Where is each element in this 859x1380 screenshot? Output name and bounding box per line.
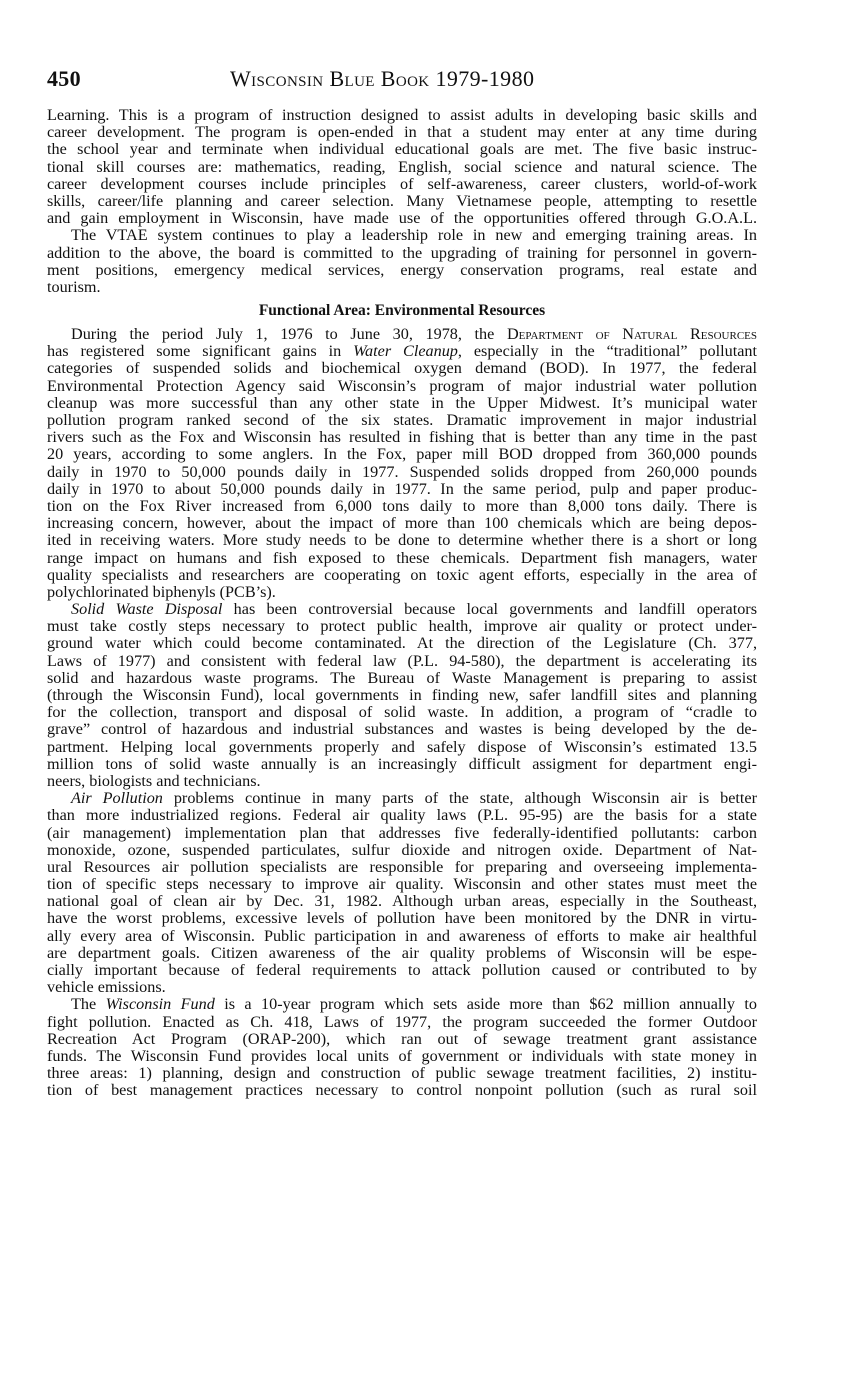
text-line: partment. Helping local governments properly and safely dispose of Wisconsin’s estimated 13.5: [47, 737, 757, 756]
text-run: is a 10-year program which sets aside more than $62 million annually to: [214, 995, 757, 1014]
text-line: 20 years, according to some anglers. In the Fox, paper mill BOD dropped from 360,000 pounds: [47, 445, 757, 464]
text-line: daily in 1970 to about 50,000 pounds daily in 1977. In the same period, pulp and paper produc-: [47, 479, 757, 498]
text-line: are department goals. Citizen awareness of the air quality problems of Wisconsin will be espe-: [47, 943, 757, 962]
paragraph-goal-program: [47, 107, 757, 227]
text-line: addition to the above, the board is committed to the upgrading of training for personnel in govern-: [47, 243, 757, 262]
text-line: [47, 326, 757, 343]
text-line: ural Resources air pollution specialists are responsible for preparing and overseeing implementa-: [47, 857, 757, 876]
text-line: [47, 343, 757, 360]
text-line: neers, biologists and technicians.: [47, 771, 261, 790]
text-line: ited in receiving waters. More study needs to be done to determine whether there is a short or long: [47, 531, 757, 550]
text-line: daily in 1970 to 50,000 pounds daily in 1977. Suspended solids dropped from 260,000 pounds: [47, 462, 757, 481]
text-line: (through the Wisconsin Fund), local governments in finding new, safer landfill sites and planning: [47, 686, 757, 704]
text-line: tional skill courses are: mathematics, reading, English, social science and natural science. The: [47, 157, 757, 176]
document-page: [47, 66, 757, 1100]
text-line: must take costly steps necessary to protect public health, improve air quality or protect under-: [47, 617, 757, 636]
text-line: grave” control of hazardous and industrial substances and wastes is being developed by the de-: [47, 720, 757, 739]
text-line: ment positions, emergency medical services, energy conservation programs, real estate and: [47, 260, 757, 279]
text-line: skills, career/life planning and career selection. Many Vietnamese people, attempting to resettle: [47, 191, 757, 210]
text-line: fight pollution. Enacted as Ch. 418, Laws of 1977, the program succeeded the former Outdoor: [47, 1012, 757, 1031]
text-line: and gain employment in Wisconsin, have made use of the opportunities offered through G.O.A.L.: [47, 209, 757, 228]
text-line: tion on the Fox River increased from 6,000 tons daily to more than 8,000 tons daily. There is: [47, 496, 757, 515]
text-line: increasing concern, however, about the impact of more than 100 chemicals which are being depos-: [47, 514, 757, 533]
paragraph-solid-waste: [47, 601, 757, 790]
text-line: [47, 601, 757, 618]
text-run: problems continue in many parts of the state, although Wisconsin air is better: [162, 789, 757, 808]
text-line: tion of best management practices necessary to control nonpoint pollution (such as rural soil: [47, 1081, 757, 1100]
text-line: Recreation Act Program (ORAP-200), which ran out of sewage treatment grant assistance: [47, 1029, 757, 1048]
text-line: Learning. This is a program of instruction designed to assist adults in developing basic skills and: [47, 106, 757, 124]
text-run: has registered some significant gains in: [47, 342, 354, 361]
topic-term-solid-waste: Solid Waste Disposal: [71, 600, 223, 619]
text-line: The VTAE system continues to play a leadership role in new and emerging training areas. In: [71, 226, 757, 245]
text-line: Laws of 1977) and consistent with federal law (P.L. 94-580), the department is accelerating its: [47, 651, 757, 670]
text-line: ground water which could become contaminated. At the direction of the Legislature (Ch. 377,: [47, 634, 757, 653]
text-line: monoxide, ozone, suspended particulates, sulfur dioxide and nitrogen oxide. Department of Nat-: [47, 840, 757, 859]
topic-term-air-pollution: Air Pollution: [71, 789, 163, 808]
text-run: , especially in the “traditional” pollutant: [457, 342, 757, 361]
text-line: (air management) implementation plan that addresses five federally-identified pollutants: carbon: [47, 823, 757, 842]
text-run: The: [71, 995, 106, 1014]
text-line: tion of specific steps necessary to improve air quality. Wisconsin and other states must meet the: [47, 875, 757, 894]
topic-term-water-cleanup: Water Cleanup: [353, 342, 458, 361]
text-line: for the collection, transport and disposal of solid waste. In addition, a program of “cradle to: [47, 703, 757, 722]
paragraph-water-cleanup: [47, 326, 757, 601]
paragraph-air-pollution: [47, 790, 757, 996]
text-line: categories of suspended solids and biochemical oxygen demand (BOD). In 1977, the federal: [47, 359, 757, 378]
page-number: 450: [47, 66, 81, 91]
text-line: have the worst problems, excessive levels of pollution have been monitored by the DNR in virtu-: [47, 909, 757, 928]
paragraph-vtae-system: [47, 227, 757, 296]
text-line: tourism.: [47, 277, 101, 296]
text-line: million tons of solid waste annually is an increasingly difficult assigment for department engi-: [47, 754, 757, 773]
text-line: [47, 996, 757, 1013]
text-line: [47, 790, 757, 807]
text-line: funds. The Wisconsin Fund provides local units of government or individuals with state money in: [47, 1046, 757, 1065]
text-line: Environmental Protection Agency said Wisconsin’s program of major industrial water pollution: [47, 376, 757, 395]
text-line: rivers such as the Fox and Wisconsin has resulted in fishing that is better than any time in the past: [47, 428, 757, 447]
text-line: than more industrialized regions. Federal air quality laws (P.L. 95-95) are the basis for a state: [47, 806, 757, 825]
text-run: During the period July 1, 1976 to June 30, 1978, the: [71, 325, 507, 344]
topic-term-wisconsin-fund: Wisconsin Fund: [105, 995, 215, 1014]
text-line: vehicle emissions.: [47, 978, 166, 997]
text-line: career development courses include principles of self-awareness, career clusters, world-of-work: [47, 174, 757, 193]
paragraph-wisconsin-fund: [47, 996, 757, 1099]
text-line: solid and hazardous waste programs. The Bureau of Waste Management is preparing to assist: [47, 668, 757, 687]
section-heading: Functional Area: Environmental Resources: [258, 302, 546, 320]
department-name: Department of Natural Resources: [506, 325, 757, 344]
text-line: polychlorinated biphenyls (PCB’s).: [47, 582, 276, 601]
text-line: the school year and terminate when individual educational goals are met. The five basic instruc-: [47, 140, 757, 159]
text-line: ally every area of Wisconsin. Public participation in and awareness of efforts to make air healthful: [47, 926, 757, 945]
text-line: career development. The program is open-ended in that a student may enter at any time during: [47, 123, 757, 142]
text-line: national goal of clean air by Dec. 31, 1982. Although urban areas, especially in the Southeast,: [47, 892, 757, 911]
text-line: pollution program ranked second of the six states. Dramatic improvement in major industrial: [47, 411, 757, 429]
text-line: quality specialists and researchers are cooperating on toxic agent efforts, especially in the area of: [47, 565, 757, 584]
text-run: has been controversial because local governments and landfill operators: [222, 600, 757, 619]
text-line: three areas: 1) planning, design and construction of public sewage treatment facilities, 2) institu-: [47, 1064, 757, 1083]
text-line: range impact on humans and fish exposed to these chemicals. Department fish managers, water: [47, 548, 757, 567]
page-header: [47, 66, 757, 100]
running-title: Wisconsin Blue Book 1979-1980: [230, 66, 535, 91]
text-line: cially important because of federal requirements to attack pollution caused or contributed to by: [47, 961, 757, 979]
text-line: cleanup was more successful than any other state in the Upper Midwest. It’s municipal water: [47, 393, 757, 412]
